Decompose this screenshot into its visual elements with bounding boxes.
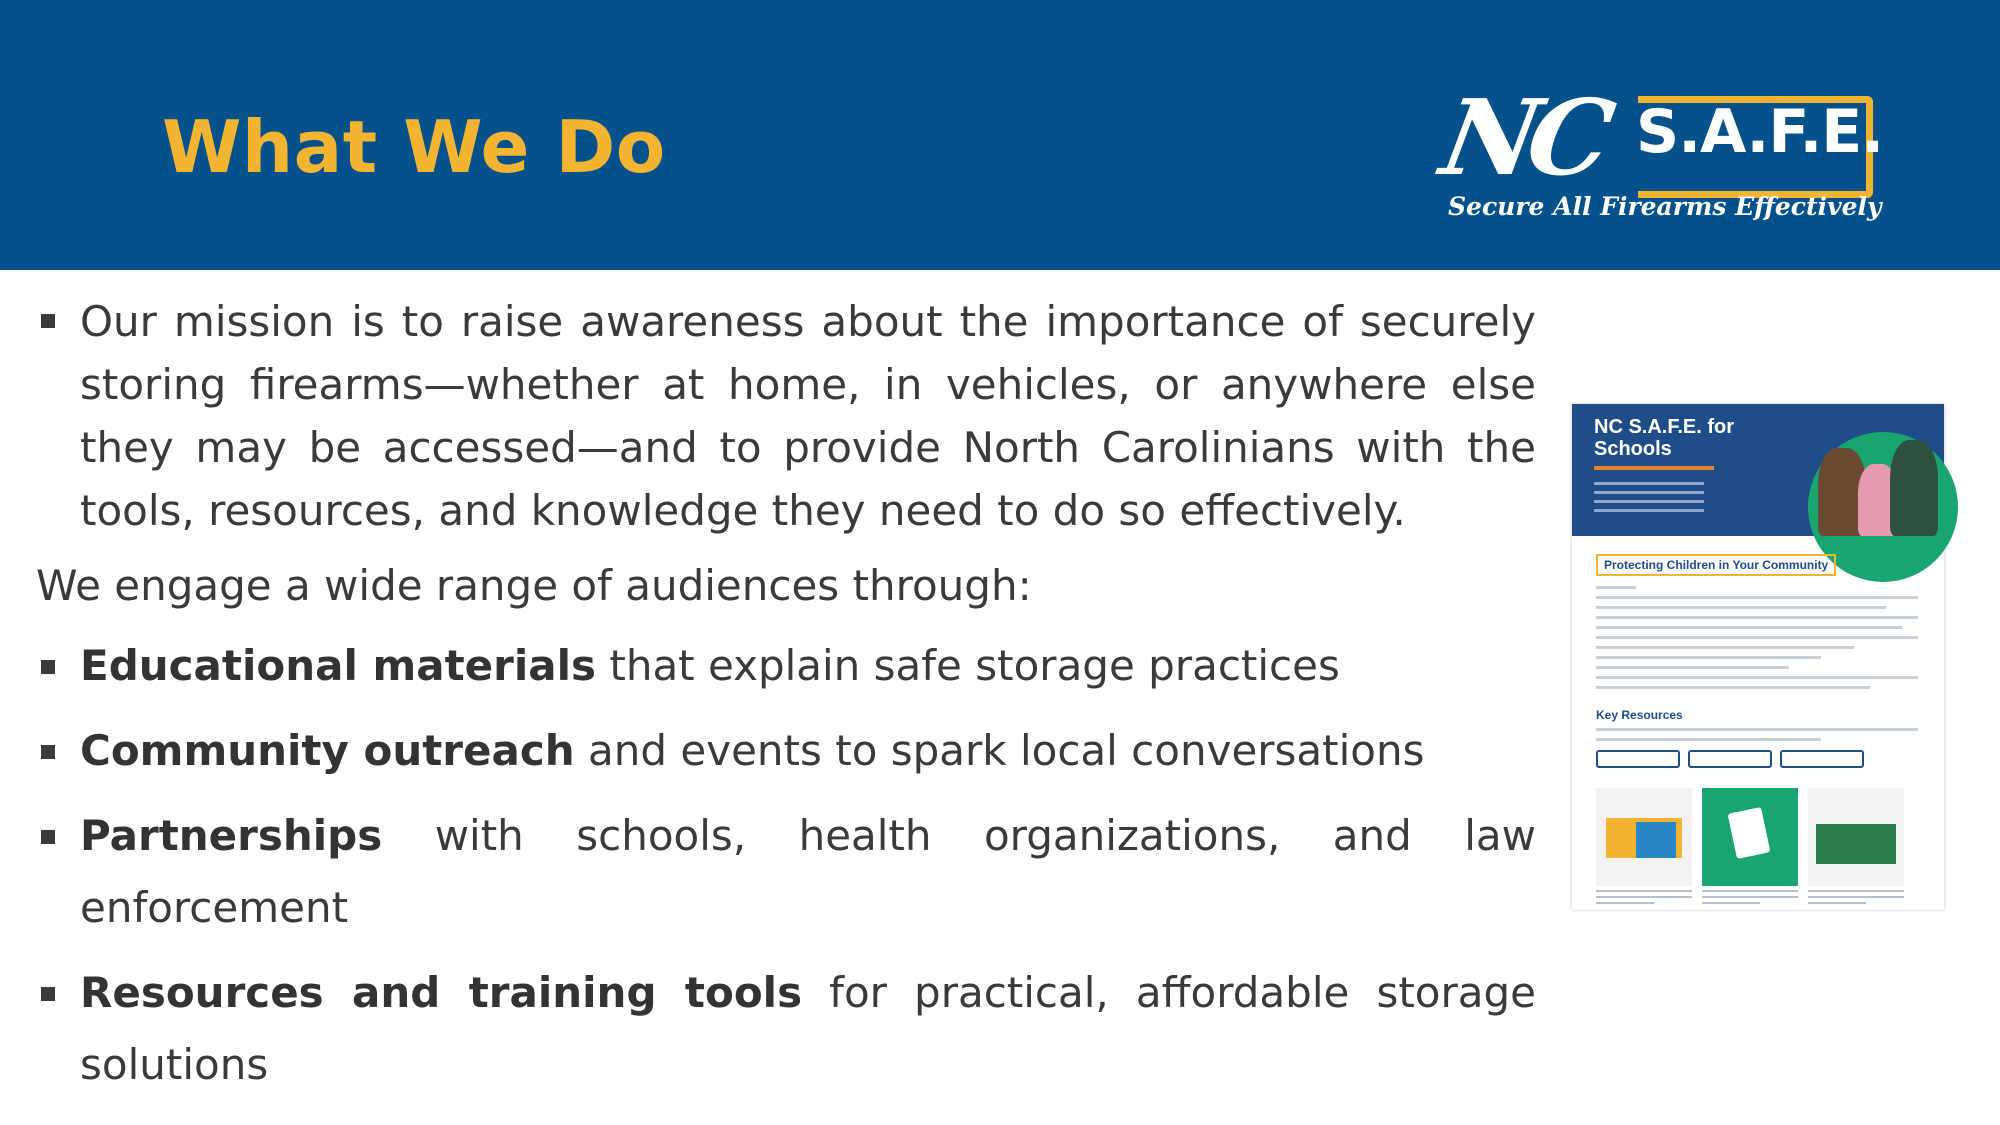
page-title: What We Do: [162, 105, 666, 189]
logo-tagline: Secure All Firearms Effectively: [1448, 192, 1882, 221]
logo-safe-text: S.A.F.E.: [1636, 97, 1884, 167]
flyer-subtitle: Protecting Children in Your Community: [1596, 554, 1836, 576]
bullet-marker: [41, 987, 55, 1001]
mission-bullet: [36, 290, 1536, 542]
bullet-educational-materials: [36, 630, 1536, 702]
flyer-title-underline: [1594, 466, 1714, 470]
bullet-bold: Community outreach: [80, 726, 575, 775]
bullet-partnerships: [36, 800, 1536, 944]
bullet-marker: [41, 660, 55, 674]
bullet-bold: Educational materials: [80, 641, 596, 690]
student-photo: [1890, 440, 1938, 536]
flyer-card-3: [1808, 788, 1904, 886]
document-icon: [1728, 807, 1771, 859]
bullet-bold: Resources and training tools: [80, 968, 803, 1017]
header-banner: [0, 0, 2000, 270]
bullet-rest: for practical, affordable storage solutions: [80, 968, 1536, 1089]
flyer-social-buttons: [1596, 750, 1864, 768]
schools-flyer-thumbnail: [1572, 404, 1944, 910]
logo-nc-text: NC: [1433, 76, 1613, 199]
flyer-card-caption: [1596, 890, 1692, 908]
flyer-card-caption: [1702, 890, 1798, 908]
flyer-intro-text: [1594, 482, 1704, 518]
bullet-marker: [41, 314, 55, 328]
bullet-marker: [41, 830, 55, 844]
bullet-rest: and events to spark local conversations: [574, 726, 1425, 775]
bullet-marker: [41, 745, 55, 759]
flyer-title: NC S.A.F.E. for Schools: [1594, 416, 1735, 460]
bullet-rest: that explain safe storage practices: [596, 641, 1340, 690]
nc-safe-logo: [1433, 76, 1884, 230]
flyer-header: [1572, 404, 1944, 536]
flyer-body-text: [1596, 586, 1918, 696]
flyer-card-caption: [1808, 890, 1904, 908]
mission-text: Our mission is to raise awareness about the importance of securely storing firearms—whether at home, in vehicles, or anywhere else they may be accessed—and to provide North Carolinians with the tools, resources, and knowledge they need to do so effectively.: [80, 297, 1536, 535]
bullet-bold: Partnerships: [80, 811, 383, 860]
flyer-resources-text: [1596, 728, 1918, 748]
bullet-resources-training: [36, 957, 1536, 1101]
intro-line: We engage a wide range of audiences through:: [36, 561, 1032, 610]
slide-content: [36, 290, 1536, 1114]
bullet-community-outreach: [36, 715, 1536, 787]
flyer-card-1: [1596, 788, 1692, 886]
bullet-rest: with schools, health organizations, and law enforcement: [80, 811, 1536, 932]
flyer-card-2: [1702, 788, 1798, 886]
flyer-key-resources: Key Resources: [1596, 708, 1683, 722]
